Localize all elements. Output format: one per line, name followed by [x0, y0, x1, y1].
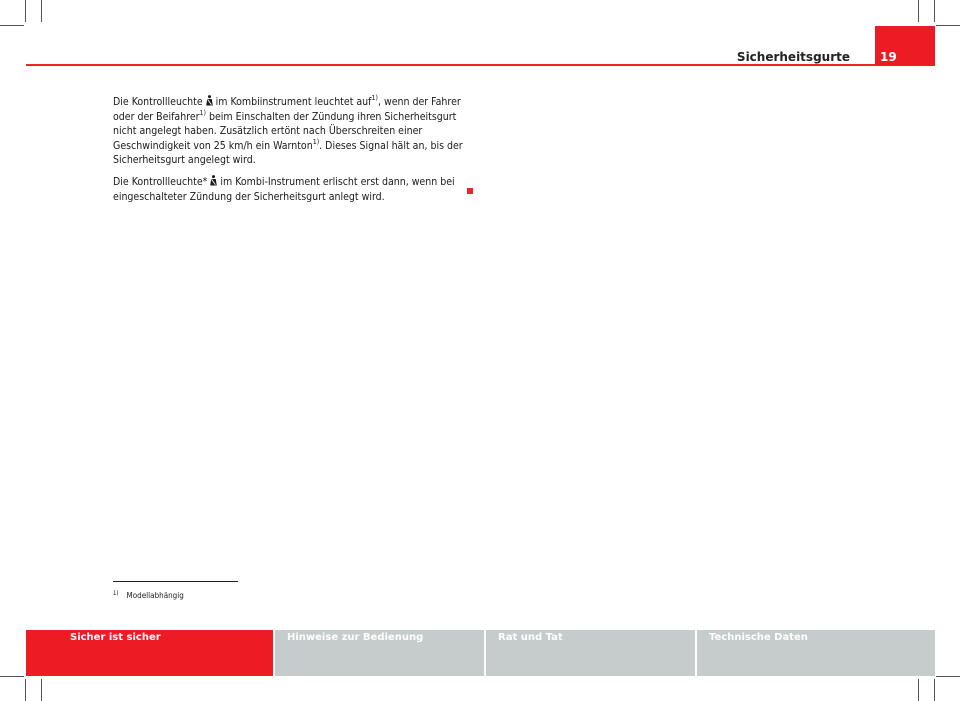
text-run: Die Kontrollleuchte: [113, 96, 206, 108]
section-end-icon: [467, 188, 473, 194]
crop-mark: [0, 676, 24, 677]
paragraph: [113, 95, 473, 168]
text-run: im Kombi-Instrument erlischt erst dann, wenn bei eingeschalteter Zündung der Sicherheitsgurt anlegt wird.: [113, 175, 455, 203]
tab-sicher-ist-sicher[interactable]: Sicher ist sicher: [26, 630, 273, 676]
crop-mark: [934, 0, 935, 22]
footnote: [113, 590, 184, 600]
tab-hinweise-zur-bedienung[interactable]: Hinweise zur Bedienung: [273, 630, 484, 676]
paragraph: [113, 175, 473, 204]
footnote-text: Modellabhängig: [126, 591, 184, 600]
footnote-ref: 1): [312, 137, 320, 146]
crop-mark: [936, 25, 960, 26]
header-rule: [26, 64, 908, 66]
seatbelt-warning-icon: [206, 95, 213, 106]
footnote-rule: [113, 581, 238, 582]
crop-mark: [934, 679, 935, 701]
crop-mark: [918, 679, 919, 701]
text-run: , wenn der Fahrer oder der Beifahrer: [113, 96, 461, 123]
crop-mark: [918, 0, 919, 22]
crop-mark: [25, 0, 26, 22]
text-run: Die Kontrollleuchte*: [113, 175, 211, 188]
crop-mark: [41, 679, 42, 701]
text-run: im Kombiinstrument leuchtet auf: [212, 96, 372, 108]
tab-rat-und-tat[interactable]: Rat und Tat: [484, 630, 695, 676]
main-content: [113, 95, 473, 211]
crop-mark: [41, 0, 42, 22]
footnote-marker: 1): [113, 590, 119, 597]
crop-mark: [0, 25, 24, 26]
text-run: beim Einschalten der Zündung ihren Sicherheitsgurt nicht angelegt haben. Zusätzlich ertönt nach Überschreiten einer Geschwindigkeit von 25 km/h ein Warnton: [113, 110, 457, 152]
tab-technische-daten[interactable]: Technische Daten: [695, 630, 935, 676]
footnote-ref: 1): [199, 108, 206, 117]
page-number: 19: [880, 50, 897, 64]
page-title: Sicherheitsgurte: [736, 50, 850, 64]
footnote-ref: 1): [371, 94, 378, 102]
crop-mark: [25, 679, 26, 701]
text-run: . Dieses Signal hält an, bis der Sicherheitsgurt angelegt wird.: [113, 139, 463, 167]
crop-mark: [936, 676, 960, 677]
chapter-nav: [26, 630, 935, 676]
